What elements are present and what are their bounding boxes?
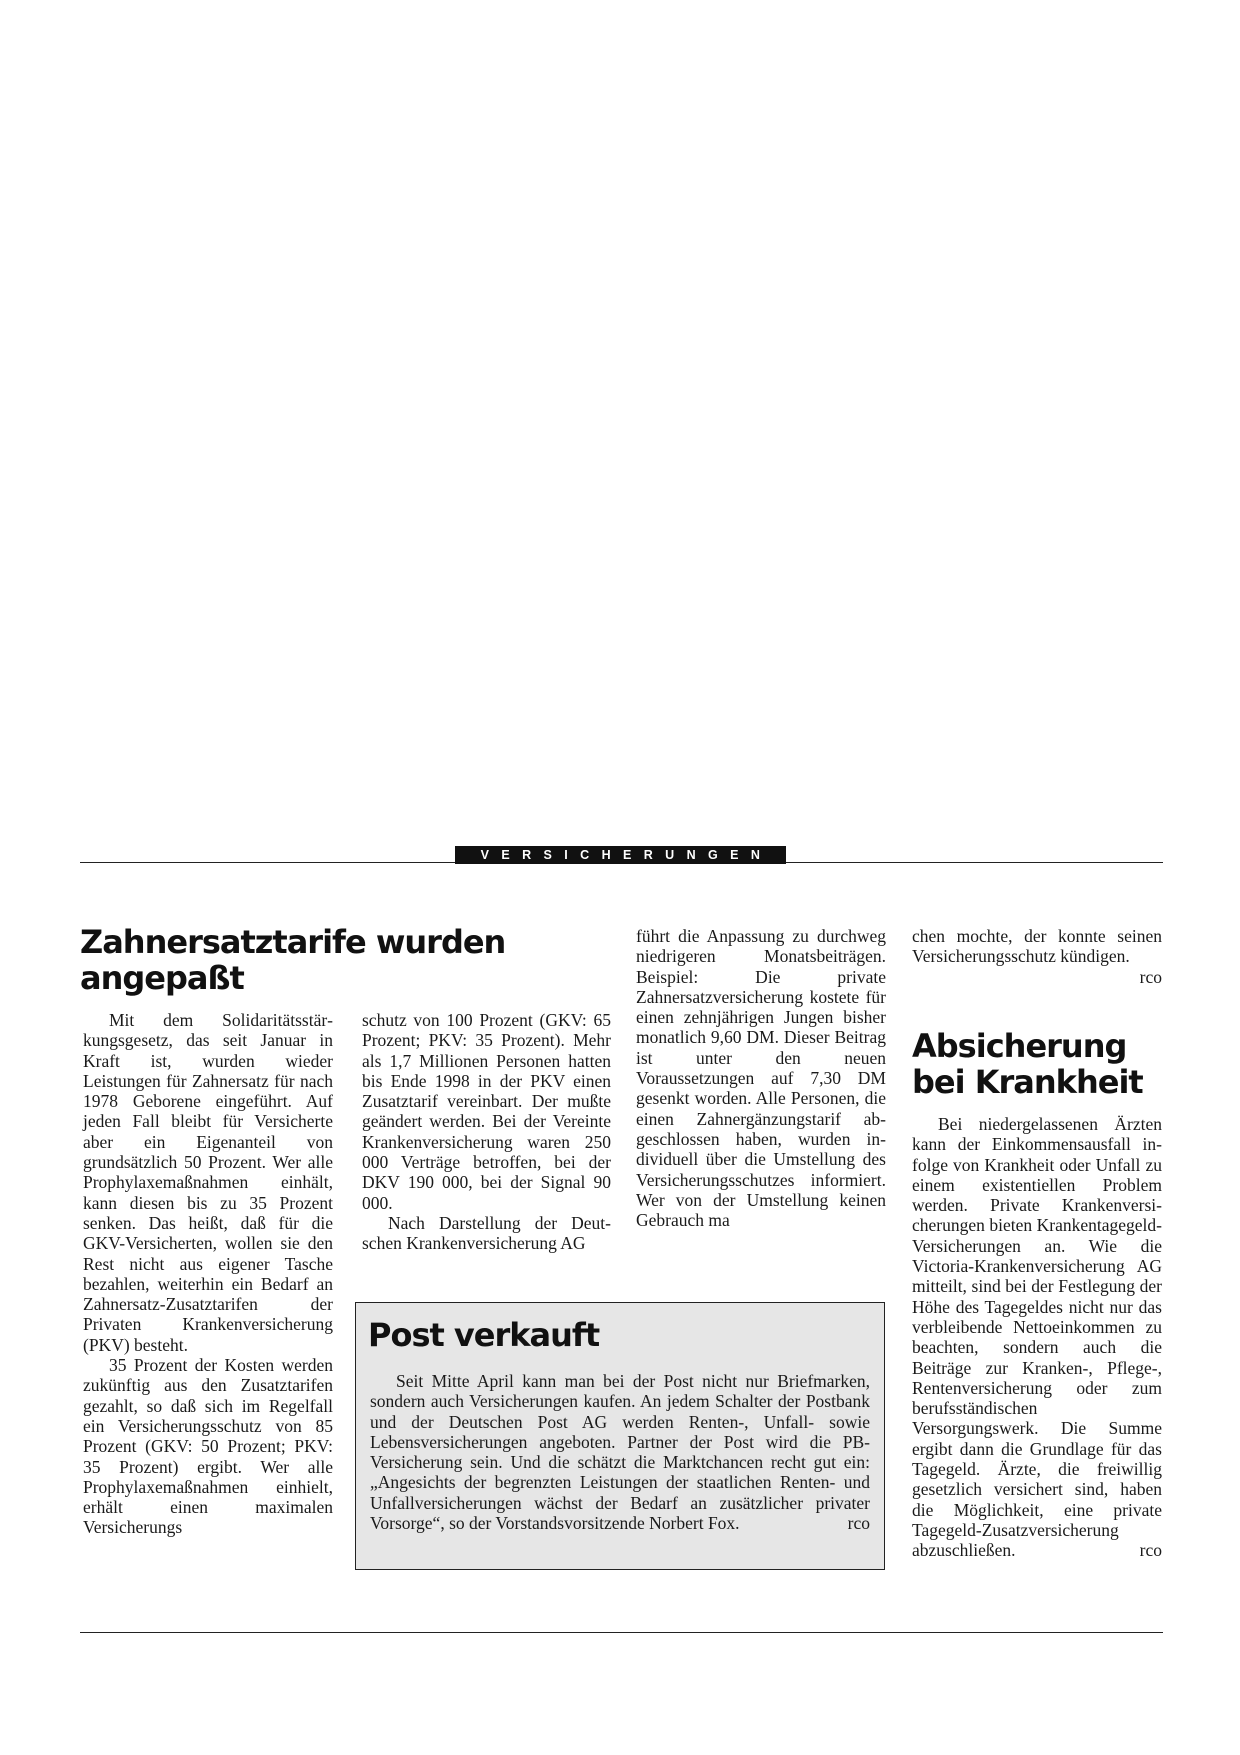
boxed-article-body bbox=[370, 1371, 870, 1533]
main-article-column-4 bbox=[912, 926, 1162, 987]
right-article-headline: Absicherung bei Krankheit bbox=[912, 1027, 1143, 1101]
main-article-paragraph: führt die Anpassung zu durchweg niedrigeren Monatsbeiträgen. Beispiel: Die private Zahnersatzversicherung kostete für einen zehnjährigen Jungen bisher monatlich 9,60 DM. Dieser Beitrag ist unter den neuen Voraussetzungen auf 7,30 DM gesenkt worden. Alle Personen, die einen Zahnergänzungstarif abgeschlossen haben, wurden individuell über die Umstellung des Versicherungsschutzes informiert. Wer von der Umstellung keinen Gebrauch ma bbox=[636, 926, 886, 1231]
right-article-body bbox=[912, 1114, 1162, 1561]
main-article-headline: Zahnersatztarife wurden angepaßt bbox=[80, 923, 506, 997]
main-article-column-2 bbox=[362, 1010, 611, 1254]
main-article-paragraph: schutz von 100 Prozent (GKV: 65 Prozent; PKV: 35 Prozent). Mehr als 1,7 Millionen Personen hatten bis Ende 1998 in der PKV einen Zusatztarif vereinbart. Der mußte geändert werden. Bei der Vereinte Krankenversicherung waren 250 000 Verträge betroffen, bei der DKV 190 000, bei der Signal 90 000. bbox=[362, 1010, 611, 1213]
main-article-text: chen mochte, der konnte seinen Versicherungsschutz kündigen. bbox=[912, 926, 1162, 967]
boxed-article-paragraph bbox=[370, 1371, 870, 1533]
boxed-article bbox=[355, 1302, 885, 1570]
bottom-rule bbox=[80, 1632, 1163, 1633]
main-article-column-3 bbox=[636, 926, 886, 1230]
main-article-paragraph: 35 Prozent der Kosten werden zukünftig aus den Zusatztarifen gezahlt, so daß sich im Regelfall ein Versicherungsschutz von 85 Prozent (GKV: 50 Prozent; PKV: 35 Prozent) ergibt. Wer alle Prophylaxemaßnahmen einhielt, erhält einen maximalen Versicherungs bbox=[83, 1355, 333, 1538]
author-signature: rco bbox=[847, 1513, 870, 1534]
author-signature: rco bbox=[1139, 966, 1162, 987]
main-article-column-1 bbox=[83, 1010, 333, 1538]
boxed-article-headline: Post verkauft bbox=[368, 1316, 600, 1354]
section-label: VERSICHERUNGEN bbox=[455, 846, 786, 864]
main-article-paragraph bbox=[912, 926, 1162, 987]
right-article-paragraph bbox=[912, 1114, 1162, 1561]
boxed-article-text: Seit Mitte April kann man bei der Post nicht nur Briefmarken, sondern auch Versicherungen kaufen. An jedem Schalter der Postbank und der Deutschen Post AG werden Renten-, Unfall- sowie Lebensversicherungen angeboten. Partner der Post wird die PB-Versicherung sein. Und die schätzt die Marktchancen recht gut ein: „Angesichts der begrenzten Leistungen der staatlichen Renten- und Unfallversicherungen wächst der Bedarf an zusätzlicher privater Vorsorge“, so der Vorstandsvorsitzende Norbert Fox. bbox=[370, 1371, 870, 1534]
right-article-text: Bei niedergelassenen Ärzten kann der Einkommensausfall infolge von Krankheit oder Unfall zu einem existentiellen Problem werden. Private Krankenversicherungen bieten Krankentagegeld-Versicherungen an. Wie die Victoria-Krankenversicherung AG mitteilt, sind bei der Festlegung der Höhe des Tagegeldes nicht nur das verbleibende Nettoeinkommen zu beachten, sondern auch die Beiträge zur Kranken-, Pflege-, Rentenversicherung oder zum berufsständischen Versorgungswerk. Die Summe ergibt dann die Grundlage für das Tagegeld. Ärzte, die freiwillig gesetzlich versichert sind, haben die Möglichkeit, eine private Tagegeld-Zusatzversicherung abzuschließen. bbox=[912, 1114, 1162, 1561]
main-article-paragraph: Mit dem Solidaritätsstärkungsgesetz, das seit Januar in Kraft ist, wurden wieder Leistungen für Zahnersatz für nach 1978 Geborene eingeführt. Auf jeden Fall bleibt für Versicherte aber ein Eigenanteil von grundsätzlich 50 Prozent. Wer alle Prophylaxemaßnahmen einhält, kann diesen bis zu 35 Prozent senken. Das heißt, daß für die GKV-Versicherten, wollen sie den Rest nicht aus eigener Tasche bezahlen, weiterhin ein Bedarf an Zahnersatz-Zusatztarifen der Privaten Krankenversicherung (PKV) besteht. bbox=[83, 1010, 333, 1355]
main-article-paragraph: Nach Darstellung der Deutschen Krankenversicherung AG bbox=[362, 1212, 611, 1254]
author-signature: rco bbox=[1139, 1540, 1162, 1561]
